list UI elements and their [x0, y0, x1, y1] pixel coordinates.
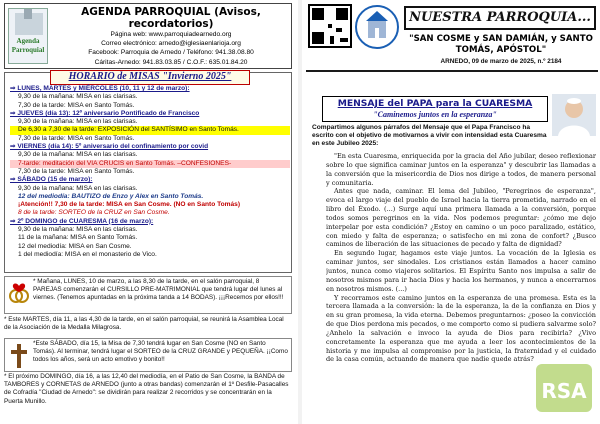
notices [4, 276, 292, 422]
qr-code-icon[interactable] [308, 4, 352, 48]
right-page [304, 0, 600, 424]
mensaje-subtitle: "Caminemos juntos en la esperanza" [373, 110, 497, 119]
schedule-day-heading: ⇒ SÁBADO (15 de marzo): [10, 176, 93, 184]
schedule-entry: 9,30 de la mañana: MISA en las clarisas. [18, 93, 138, 101]
agenda-title: AGENDA PARROQUIAL (Avisos, recordatorios) [81, 6, 261, 30]
page-divider [298, 0, 302, 424]
schedule-entry: 7,30 de la tarde: MISA en Santo Tomás. [18, 134, 135, 142]
notice-desfile: * El próximo DOMINGO, día 16, a las 12,40 del mediodía, en el Patio de San Cosme, la BANDA de TAMBORES y CORNETAS de ARNEDO (junto a otras bandas) comenzarán el 1º Desfile-Pasacalles de Cofradía "Ciudad de Arnedo": se dividirán para realizar 2 recorridos y se concentrarán en la Puerta Munillo. [4, 373, 289, 405]
schedule-entry: 8 de la tarde: SORTEO de la CRUZ en San Cosme. [18, 209, 170, 217]
schedule-day-heading: ⇒ LUNES, MARTES y MIÉRCOLES (10, 11 y 12 de marzo): [10, 85, 190, 92]
schedule-entry: 7,30 de la tarde: MISA en Santo Tomás. [18, 167, 135, 175]
schedule-entry: 12 del mediodía: MISA en San Cosme. [18, 242, 132, 250]
notice-sorteo [4, 338, 292, 372]
schedule-entry: 7,30 de la tarde: MISA en Santo Tomás. [18, 101, 135, 109]
schedule-entry: 9,30 de la mañana: MISA en las clarisas. [18, 151, 138, 159]
left-page [0, 0, 296, 424]
schedule-entry: 9,30 de la mañana: MISA en las clarisas. [18, 226, 138, 234]
newsletter-subtitle: "SAN COSME y SAN DAMIÁN, y SANTO TOMÁS, APÓSTOL" [409, 34, 593, 55]
newsletter-date: ARNEDO, 09 de marzo de 2025, n.º 2184 [440, 58, 562, 65]
schedule-entry: 9,30 de la mañana: MISA en las clarisas. [18, 118, 138, 126]
agenda-header [4, 3, 292, 69]
svg-text:RSA: RSA [541, 379, 587, 403]
facebook-line: Facebook: Parroquia de Arnedo / Teléfono: 941.38.08.80 [88, 49, 254, 57]
schedule-day-heading: ⇒ JUEVES (día 13): 12º aniversario Pontificado de Francisco [10, 109, 200, 117]
schedule-entry: 12 del mediodía: BAUTIZO de Enzo y Alex en Santo Tomás. [18, 192, 204, 200]
mensaje-intro: Compartimos algunos párrafos del Mensaje que el Papa Francisco ha escrito con el objetivo de motivarnos a vivir con intensidad esta Cuaresma en este Jubileo 2025: [312, 124, 547, 148]
caritas-line: Cáritas-Arnedo: 941.83.03.85 / C.O.F.: 635.01.84.20 [94, 58, 248, 66]
notice-medalla: * Este MARTES, día 11, a las 4,30 de la tarde, en el salón parroquial, se reunirá la Asamblea Local de la Asociación de la Medalla Milagrosa. [4, 316, 284, 332]
rsa-stamp-icon [532, 358, 596, 418]
mensaje-paragraph: En segundo lugar, hagamos este viaje juntos. La vocación de la Iglesia es caminar juntos, ser sinodales. Los cristianos están llamados a hacer camino juntos, nunca como viajeros solitarios. El Espíritu Santo nos impulsa a salir de nosotros mismos para ir hacia Dios y hacia los hermanos, y nunca a encerrarnos en nosotros mismos. (...) [326, 249, 596, 293]
notice-cursillo-text: * Mañana, LUNES, 10 de marzo, a las 8,30 de la tarde, en el salón parroquial, 8 PAREJAS comenzarán el CURSILLO PRE-MATRIMONIAL que tendrá lugar del lunes al viernes. (Tenemos apuntadas en la próxima tanda a 14 BODAS). ¡¡¡Recemos por ellos!!! [33, 278, 284, 302]
schedule-day-heading: ⇒ VIERNES (día 14): 5º aniversario del confinamiento por covid [10, 143, 209, 151]
notice-sorteo-text: *Este SÁBADO, día 15, la Misa de 7,30 tendrá lugar en San Cosme (NO en Santo Tomás). Al terminar, tendrá lugar el SORTEO de la CRUZ GRANDE y PEQUEÑA. ¡¡Como todos los años, será un acto emotivo y bonito!! [33, 340, 288, 364]
mensaje-paragraph: Antes que nada, caminar. El lema del Jubileo, "Peregrinos de esperanza", evoca el largo viaje del pueblo de Israel hacia la tierra prometida, narrado en el libro del Éxodo. (...) Surge aquí una primera llamada a la conversión, porque todos somos peregrinos en la vida. Nos podemos preguntar: ¿cómo me dejo interpelar por esta condición? ¿Estoy en camino o un poco paralizado, estático, con miedo y falta de esperanza; o satisfecho en mi zona de confort? ¿Busco caminos de liberación de las situaciones de pecado y falta de dignidad? [326, 187, 596, 249]
mensaje-paragraph: Y recorramos este camino juntos en la esperanza de una promesa. Esta es la tercera llamada a la conversión: la de la esperanza, la de la confianza en Dios y en su gran promesa, la vida eterna. Debemos preguntarnos: ¿poseo la convicción de que Dios perdona mis pecados, o me comporto como si pudiera salvarme solo? ¿Anhelo la salvación e invoco la ayuda de Dios para recibirla? ¿Vivo concretamente la esperanza que me ayuda a leer los acontecimientos de la historia y me impulsa al compromiso por la justicia, la fraternidad y el cuidado de la casa común, actuando de manera que nadie quede atrás? [326, 293, 596, 364]
rings-heart-icon [8, 280, 30, 310]
mensaje-title-box [322, 96, 548, 122]
pope-photo-icon [552, 94, 596, 136]
schedule-entry: De 6,30 a 7,30 de la tarde: EXPOSICIÓN del SANTÍSIMO en Santo Tomás. [10, 126, 290, 134]
email-line[interactable]: Correo electrónico: arnedo@iglesiaenlarioja.org [101, 40, 241, 48]
mensaje-title: MENSAJE del PAPA para la CUARESMA [337, 98, 533, 109]
mensaje-paragraph: "En esta Cuaresma, enriquecida por la gracia del Año jubilar, deseo reflexionar sobre lo que significa caminar juntos en la esperanza" y descubrir las llamadas a la conversión que la misericordia de Dios nos dirige a todos, de manera personal y comunitaria. [326, 152, 596, 187]
schedule-entry: 11 de la mañana: MISA en Santo Tomás. [18, 234, 138, 242]
agenda-logo-text: Agenda Parroquial [11, 37, 45, 54]
mass-schedule-title: HORARIO de MISAS "Invierno 2025" [50, 70, 250, 85]
newsletter-title: NUESTRA PARROQUIA... [404, 6, 596, 30]
mass-schedule-list [10, 85, 290, 259]
parish-logo-icon [354, 2, 400, 52]
mass-schedule [4, 72, 292, 273]
agenda-logo [8, 8, 48, 64]
schedule-entry: 9,30 de la mañana: MISA en las clarisas. [18, 184, 138, 192]
schedule-entry: 7-tarde: meditación del VIA CRUCIS en Santo Tomás. –CONFESIONES- [10, 160, 290, 168]
web-line[interactable]: Página web: www.parroquiadearnedo.org [110, 31, 232, 38]
schedule-entry: 1 del mediodía: MISA en el monasterio de Vico. [18, 250, 157, 258]
schedule-day-heading: ⇒ 2º DOMINGO de CUARESMA (16 de marzo): [10, 217, 154, 225]
header-rule [306, 70, 598, 72]
notice-cursillo [4, 276, 292, 314]
church-tower-icon [24, 9, 32, 19]
cross-icon [8, 342, 30, 370]
schedule-entry: ¡Atención!! 7,30 de la tarde: MISA en San Cosme. (NO en Santo Tomás) [18, 201, 241, 209]
